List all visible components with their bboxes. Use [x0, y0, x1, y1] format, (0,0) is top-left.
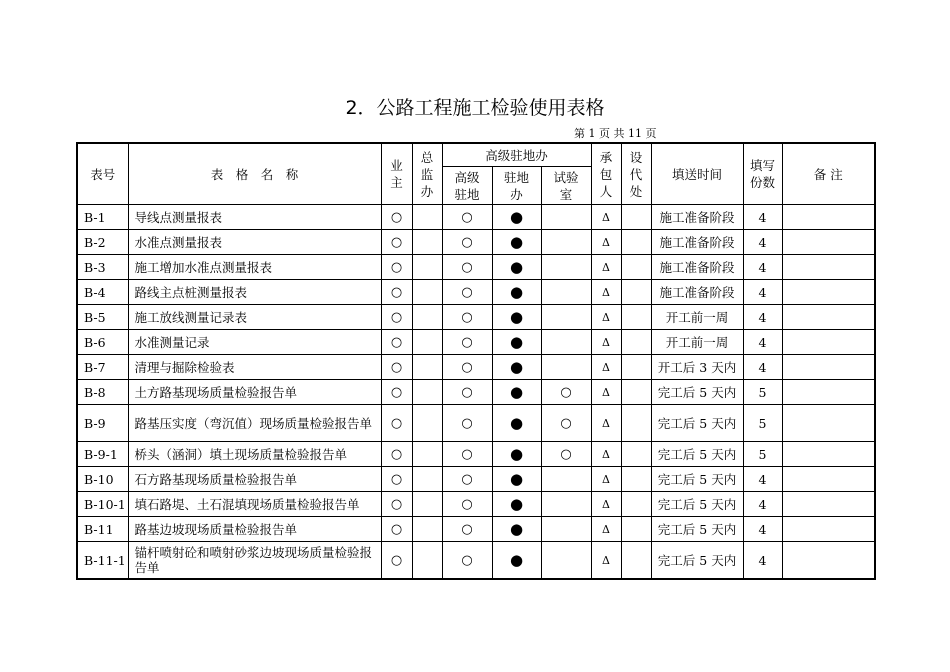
contractor-mark: Δ [591, 230, 621, 255]
contractor-mark: Δ [591, 492, 621, 517]
table-row [77, 305, 875, 330]
supervisor-mark [412, 355, 442, 380]
header-resident-group: 高级驻地办 [442, 143, 591, 167]
row-no: B-9 [77, 405, 128, 442]
resident-senior-mark: ○ [442, 355, 492, 380]
resident-senior-mark: ○ [442, 205, 492, 230]
designer-mark [621, 492, 651, 517]
row-copies: 5 [743, 442, 782, 467]
row-no: B-11-1 [77, 542, 128, 580]
header-name: 表 格 名 称 [128, 143, 381, 205]
resident-office-mark: ● [492, 492, 541, 517]
lab-mark [541, 492, 591, 517]
header-resident-office: 驻地 办 [492, 167, 541, 205]
row-remarks [782, 280, 875, 305]
row-time: 施工准备阶段 [651, 230, 743, 255]
row-name: 施工增加水准点测量报表 [128, 255, 381, 280]
supervisor-mark [412, 255, 442, 280]
resident-senior-mark: ○ [442, 305, 492, 330]
contractor-mark: Δ [591, 280, 621, 305]
row-time: 完工后 5 天内 [651, 442, 743, 467]
resident-office-mark: ● [492, 280, 541, 305]
row-name: 路线主点桩测量报表 [128, 280, 381, 305]
row-remarks [782, 330, 875, 355]
table-row [77, 330, 875, 355]
designer-mark [621, 230, 651, 255]
row-name: 土方路基现场质量检验报告单 [128, 380, 381, 405]
row-copies: 4 [743, 255, 782, 280]
row-no: B-2 [77, 230, 128, 255]
table-row [77, 255, 875, 280]
contractor-mark: Δ [591, 405, 621, 442]
row-remarks [782, 442, 875, 467]
row-copies: 4 [743, 355, 782, 380]
row-remarks [782, 405, 875, 442]
supervisor-mark [412, 305, 442, 330]
contractor-mark: Δ [591, 380, 621, 405]
row-copies: 5 [743, 405, 782, 442]
resident-senior-mark: ○ [442, 542, 492, 580]
header-designer: 设 代 处 [621, 143, 651, 205]
lab-mark [541, 330, 591, 355]
owner-mark: ○ [381, 492, 412, 517]
lab-mark [541, 230, 591, 255]
row-no: B-1 [77, 205, 128, 230]
header-supervisor: 总 监 办 [412, 143, 442, 205]
lab-mark [541, 205, 591, 230]
row-remarks [782, 355, 875, 380]
resident-office-mark: ● [492, 230, 541, 255]
table-row [77, 442, 875, 467]
contractor-mark: Δ [591, 305, 621, 330]
lab-mark: ○ [541, 405, 591, 442]
row-time: 完工后 5 天内 [651, 380, 743, 405]
supervisor-mark [412, 280, 442, 305]
row-copies: 4 [743, 305, 782, 330]
designer-mark [621, 330, 651, 355]
designer-mark [621, 305, 651, 330]
resident-office-mark: ● [492, 467, 541, 492]
table-row [77, 280, 875, 305]
resident-senior-mark: ○ [442, 405, 492, 442]
page-info: 第 1 页 共 11 页 [574, 127, 657, 140]
designer-mark [621, 255, 651, 280]
resident-office-mark: ● [492, 205, 541, 230]
row-remarks [782, 542, 875, 580]
row-no: B-9-1 [77, 442, 128, 467]
supervisor-mark [412, 405, 442, 442]
lab-mark [541, 255, 591, 280]
row-no: B-7 [77, 355, 128, 380]
owner-mark: ○ [381, 255, 412, 280]
owner-mark: ○ [381, 517, 412, 542]
row-name: 清理与掘除检验表 [128, 355, 381, 380]
row-name: 水准点测量报表 [128, 230, 381, 255]
row-copies: 4 [743, 467, 782, 492]
header-remarks: 备 注 [782, 143, 875, 205]
owner-mark: ○ [381, 542, 412, 580]
row-name: 锚杆喷射砼和喷射砂浆边坡现场质量检验报告单 [128, 542, 381, 580]
resident-office-mark: ● [492, 405, 541, 442]
lab-mark: ○ [541, 442, 591, 467]
lab-mark [541, 280, 591, 305]
row-time: 完工后 5 天内 [651, 517, 743, 542]
table-row [77, 405, 875, 442]
row-no: B-8 [77, 380, 128, 405]
resident-office-mark: ● [492, 380, 541, 405]
row-no: B-10-1 [77, 492, 128, 517]
designer-mark [621, 467, 651, 492]
row-remarks [782, 305, 875, 330]
resident-senior-mark: ○ [442, 467, 492, 492]
header-row-1 [77, 143, 875, 167]
table-row [77, 205, 875, 230]
contractor-mark: Δ [591, 330, 621, 355]
header-owner: 业 主 [381, 143, 412, 205]
designer-mark [621, 205, 651, 230]
header-resident-senior: 高级 驻地 [442, 167, 492, 205]
designer-mark [621, 405, 651, 442]
table-row [77, 492, 875, 517]
row-copies: 4 [743, 230, 782, 255]
resident-office-mark: ● [492, 305, 541, 330]
header-no: 表号 [77, 143, 128, 205]
row-copies: 4 [743, 542, 782, 580]
owner-mark: ○ [381, 305, 412, 330]
contractor-mark: Δ [591, 517, 621, 542]
resident-office-mark: ● [492, 255, 541, 280]
row-remarks [782, 467, 875, 492]
resident-senior-mark: ○ [442, 330, 492, 355]
table-row [77, 467, 875, 492]
designer-mark [621, 380, 651, 405]
resident-office-mark: ● [492, 330, 541, 355]
contractor-mark: Δ [591, 355, 621, 380]
header-time: 填送时间 [651, 143, 743, 205]
row-time: 开工后 3 天内 [651, 355, 743, 380]
supervisor-mark [412, 380, 442, 405]
row-name: 石方路基现场质量检验报告单 [128, 467, 381, 492]
resident-senior-mark: ○ [442, 280, 492, 305]
lab-mark [541, 467, 591, 492]
owner-mark: ○ [381, 467, 412, 492]
supervisor-mark [412, 517, 442, 542]
document-title: 2．公路工程施工检验使用表格 [345, 97, 605, 119]
row-remarks [782, 205, 875, 230]
row-no: B-4 [77, 280, 128, 305]
resident-senior-mark: ○ [442, 380, 492, 405]
row-no: B-6 [77, 330, 128, 355]
owner-mark: ○ [381, 380, 412, 405]
row-copies: 4 [743, 330, 782, 355]
row-name: 填石路堤、土石混填现场质量检验报告单 [128, 492, 381, 517]
row-time: 开工前一周 [651, 305, 743, 330]
row-name: 桥头（涵洞）填土现场质量检验报告单 [128, 442, 381, 467]
row-time: 完工后 5 天内 [651, 405, 743, 442]
row-copies: 4 [743, 517, 782, 542]
owner-mark: ○ [381, 405, 412, 442]
owner-mark: ○ [381, 330, 412, 355]
table-row [77, 355, 875, 380]
designer-mark [621, 517, 651, 542]
contractor-mark: Δ [591, 467, 621, 492]
owner-mark: ○ [381, 205, 412, 230]
table-row [77, 542, 875, 580]
row-remarks [782, 255, 875, 280]
supervisor-mark [412, 230, 442, 255]
contractor-mark: Δ [591, 442, 621, 467]
row-remarks [782, 517, 875, 542]
header-contractor: 承 包 人 [591, 143, 621, 205]
row-remarks [782, 492, 875, 517]
header-copies: 填写 份数 [743, 143, 782, 205]
designer-mark [621, 355, 651, 380]
row-time: 完工后 5 天内 [651, 492, 743, 517]
lab-mark [541, 305, 591, 330]
row-name: 施工放线测量记录表 [128, 305, 381, 330]
lab-mark [541, 517, 591, 542]
table-row [77, 380, 875, 405]
row-remarks [782, 230, 875, 255]
row-time: 完工后 5 天内 [651, 542, 743, 580]
lab-mark [541, 542, 591, 580]
row-copies: 4 [743, 280, 782, 305]
contractor-mark: Δ [591, 205, 621, 230]
header-lab: 试验 室 [541, 167, 591, 205]
owner-mark: ○ [381, 230, 412, 255]
row-time: 施工准备阶段 [651, 280, 743, 305]
supervisor-mark [412, 442, 442, 467]
supervisor-mark [412, 467, 442, 492]
resident-senior-mark: ○ [442, 255, 492, 280]
row-remarks [782, 380, 875, 405]
table-row [77, 230, 875, 255]
resident-senior-mark: ○ [442, 492, 492, 517]
row-copies: 4 [743, 492, 782, 517]
lab-mark [541, 355, 591, 380]
row-no: B-10 [77, 467, 128, 492]
resident-senior-mark: ○ [442, 230, 492, 255]
row-copies: 5 [743, 380, 782, 405]
inspection-forms-table [76, 142, 876, 580]
resident-senior-mark: ○ [442, 442, 492, 467]
resident-office-mark: ● [492, 542, 541, 580]
row-time: 开工前一周 [651, 330, 743, 355]
designer-mark [621, 442, 651, 467]
row-name: 路基边坡现场质量检验报告单 [128, 517, 381, 542]
row-time: 完工后 5 天内 [651, 467, 743, 492]
contractor-mark: Δ [591, 255, 621, 280]
row-no: B-5 [77, 305, 128, 330]
owner-mark: ○ [381, 442, 412, 467]
supervisor-mark [412, 542, 442, 580]
row-no: B-11 [77, 517, 128, 542]
contractor-mark: Δ [591, 542, 621, 580]
supervisor-mark [412, 330, 442, 355]
table-row [77, 517, 875, 542]
row-name: 水准测量记录 [128, 330, 381, 355]
row-no: B-3 [77, 255, 128, 280]
row-time: 施工准备阶段 [651, 205, 743, 230]
designer-mark [621, 280, 651, 305]
designer-mark [621, 542, 651, 580]
row-copies: 4 [743, 205, 782, 230]
row-name: 路基压实度（弯沉值）现场质量检验报告单 [128, 405, 381, 442]
owner-mark: ○ [381, 280, 412, 305]
row-time: 施工准备阶段 [651, 255, 743, 280]
supervisor-mark [412, 205, 442, 230]
supervisor-mark [412, 492, 442, 517]
resident-office-mark: ● [492, 355, 541, 380]
lab-mark: ○ [541, 380, 591, 405]
resident-office-mark: ● [492, 517, 541, 542]
resident-senior-mark: ○ [442, 517, 492, 542]
owner-mark: ○ [381, 355, 412, 380]
resident-office-mark: ● [492, 442, 541, 467]
row-name: 导线点测量报表 [128, 205, 381, 230]
